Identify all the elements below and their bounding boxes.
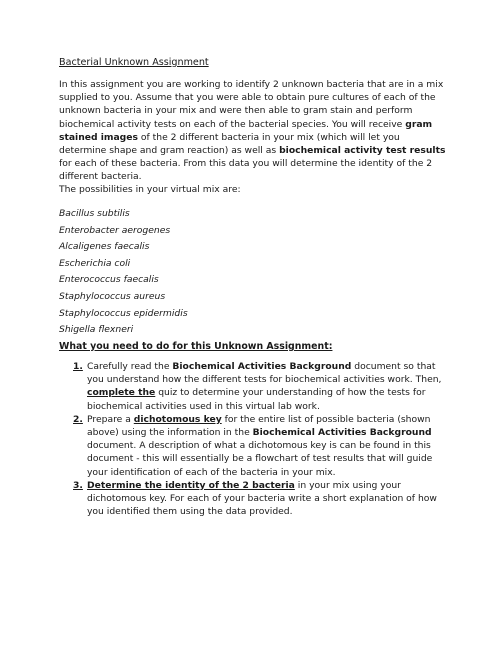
- step-bold-underlined-text: dichotomous key: [133, 413, 222, 425]
- step-text: document so that you understand how the different tests for biochemical activities work. Then,: [87, 361, 442, 386]
- step-bold-underlined-text: Determine the identity of the 2 bacteria: [87, 479, 295, 491]
- intro-bold-gram-stained-images: gram stained images: [59, 118, 433, 143]
- step-text: Prepare a: [87, 413, 134, 425]
- species-list: [59, 207, 188, 340]
- intro-paragraph: [59, 78, 449, 184]
- step-number: 1.: [73, 361, 83, 372]
- step-text: for the entire list of possible bacteria (shown above) using the information in the: [87, 413, 431, 439]
- intro-text-2: of the 2 different bacteria in your mix (which will let you determine shape and gram reaction) as well as: [59, 131, 400, 157]
- step-text: Carefully read the: [87, 361, 173, 372]
- species-item: Enterococcus faecalis: [59, 274, 159, 286]
- document-title: Bacterial Unknown Assignment: [59, 57, 209, 68]
- species-item: Shigella flexneri: [59, 324, 134, 336]
- possibilities-label: The possibilities in your virtual mix are:: [59, 184, 241, 195]
- step-bold-underlined-text: complete the: [87, 387, 156, 399]
- steps-list: [70, 360, 442, 518]
- step-number: 3.: [73, 479, 83, 491]
- species-item: Staphylococcus aureus: [59, 290, 166, 302]
- step-text: in your mix using your dichotomous key. For each of your bacteria write a short explanation of how you identified them using the data provided.: [87, 479, 437, 518]
- step-item: [70, 413, 442, 479]
- step-bold-text: Biochemical Activities Background: [252, 427, 432, 439]
- step-item: [70, 360, 442, 413]
- species-item: Alcaligenes faecalis: [59, 241, 150, 253]
- section-heading: What you need to do for this Unknown Assignment:: [59, 341, 333, 352]
- intro-bold-biochemical-results: biochemical activity test results: [279, 145, 446, 157]
- species-item: Bacillus subtilis: [59, 208, 130, 219]
- intro-text-3: for each of these bacteria. From this data you will determine the identity of the 2 different bacteria.: [59, 158, 433, 183]
- step-item: [70, 479, 442, 519]
- step-bold-text: Biochemical Activities Background: [172, 361, 352, 372]
- species-item: Escherichia coli: [59, 257, 131, 269]
- intro-text-1: In this assignment you are working to identify 2 unknown bacteria that are in a mix supplied to you. Assume that you were able to obtain pure cultures of each of the unknown bacteria in your mix and were then able to gram stain and perform biochemical activity tests on each of the bacterial species. You will receive: [59, 79, 444, 130]
- step-number: 2.: [73, 413, 83, 425]
- species-item: Staphylococcus epidermidis: [59, 307, 188, 319]
- species-item: Enterobacter aerogenes: [59, 224, 171, 236]
- step-text: quiz to determine your understanding of how the tests for biochemical activities used in this virtual lab work.: [87, 387, 426, 412]
- step-text: document. A description of what a dichotomous key is can be found in this document - this will essentially be a flowchart of test results that will guide your identification of each of the bacteria in your mix.: [87, 440, 433, 478]
